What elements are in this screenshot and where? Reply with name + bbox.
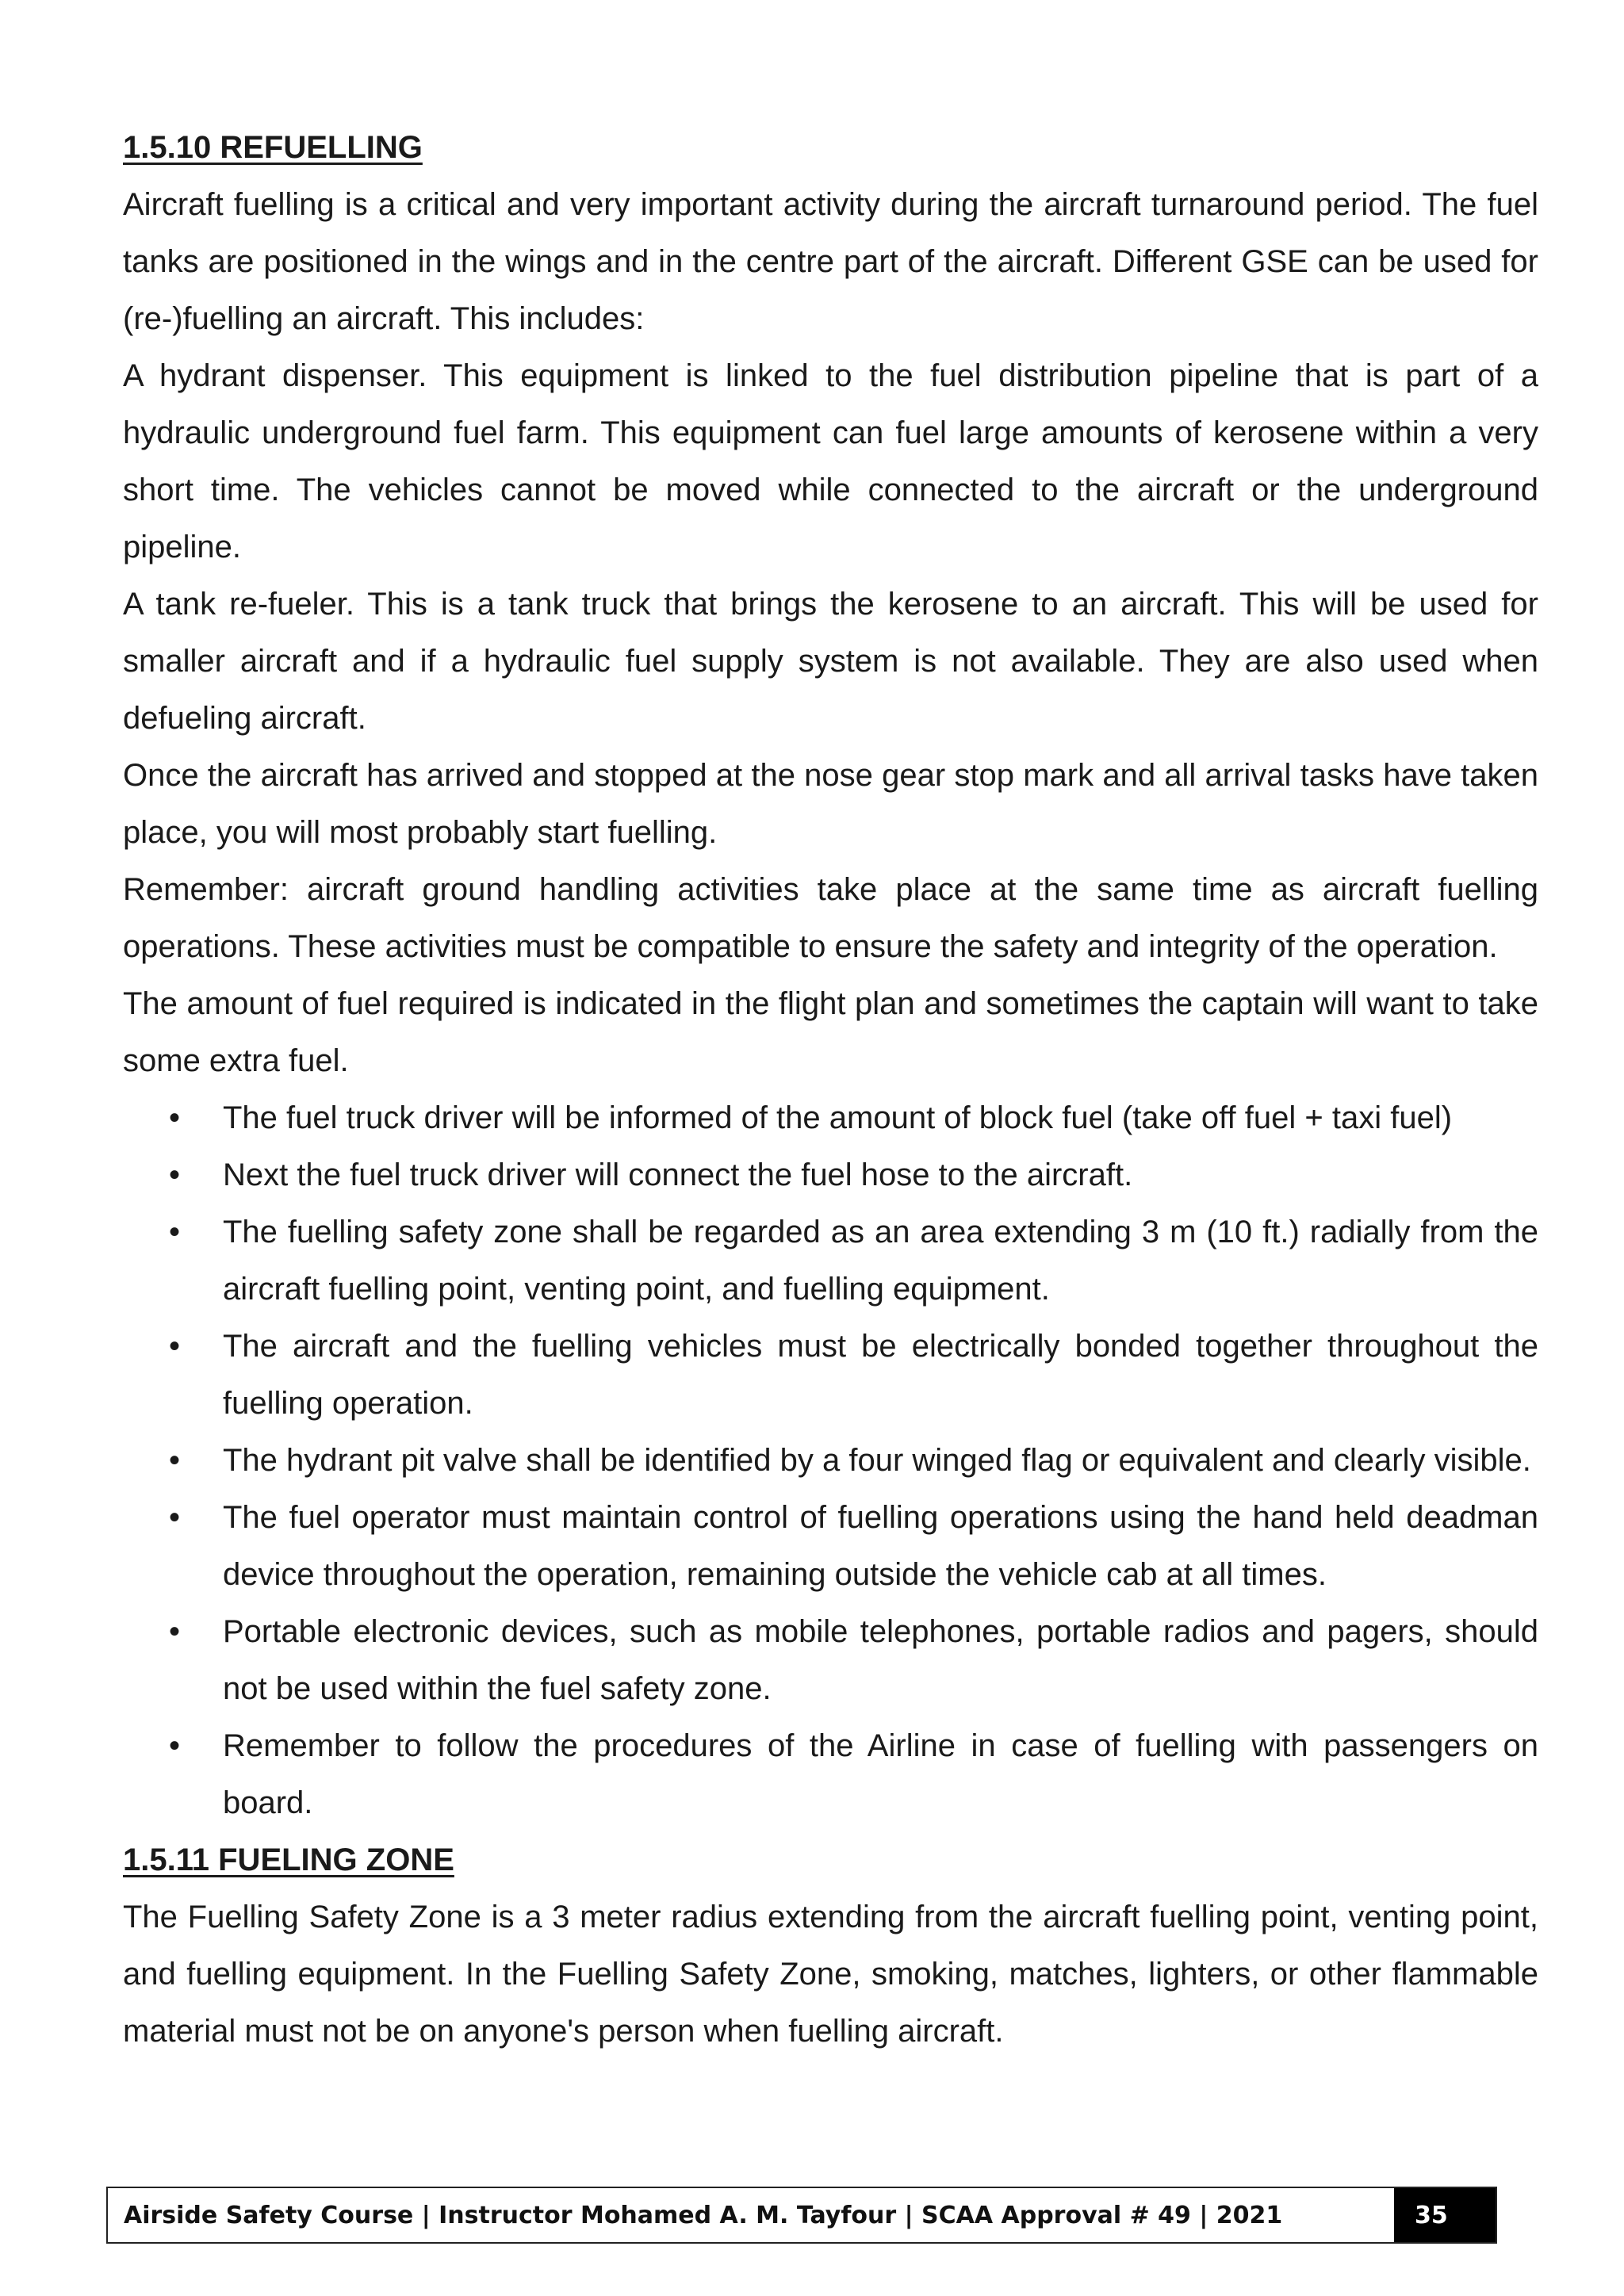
bullet-icon: • [169, 1158, 181, 1192]
paragraph: The amount of fuel required is indicated in the flight plan and sometimes the captain will want to take some extra fuel. [123, 986, 1538, 1078]
paragraph: Aircraft fuelling is a critical and very important activity during the aircraft turnaround period. The fuel tanks are positioned in the wings and in the centre part of the aircraft. Different GSE can be used for (re-)fuelling an aircraft. This includes: [123, 187, 1538, 336]
list-item-text: The fuelling safety zone shall be regarded as an area extending 3 m (10 ft.) radially from the aircraft fuelling point, venting point, and fuelling equipment. [223, 1215, 1538, 1307]
bullet-icon: • [169, 1500, 181, 1535]
document-page [123, 119, 1538, 2060]
list-item [123, 1432, 1538, 1489]
list-item-text: Portable electronic devices, such as mobile telephones, portable radios and pagers, should not be used within the fuel safety zone. [223, 1614, 1538, 1706]
list-item [123, 1146, 1538, 1203]
paragraph: Remember: aircraft ground handling activities take place at the same time as aircraft fuelling operations. These activities must be compatible to ensure the safety and integrity of the operation. [123, 872, 1538, 964]
paragraph: A hydrant dispenser. This equipment is linked to the fuel distribution pipeline that is part of a hydraulic underground fuel farm. This equipment can fuel large amounts of kerosene within a very short time. The vehicles cannot be moved while connected to the aircraft or the underground pipeline. [123, 358, 1538, 564]
list-item-text: Remember to follow the procedures of the Airline in case of fuelling with passengers on board. [223, 1728, 1538, 1820]
list-item [123, 1489, 1538, 1603]
list-item-text: The fuel truck driver will be informed of the amount of block fuel (take off fuel + taxi fuel) [223, 1100, 1453, 1135]
page-footer [106, 2187, 1497, 2244]
bullet-icon: • [169, 1614, 181, 1649]
footer-course-info: Airside Safety Course | Instructor Mohamed A. M. Tayfour | SCAA Approval # 49 | 2021 [124, 2201, 1283, 2229]
list-item [123, 1089, 1538, 1146]
list-item [123, 1318, 1538, 1432]
bullet-icon: • [169, 1443, 181, 1478]
list-item-text: The aircraft and the fuelling vehicles must be electrically bonded together throughout the fuelling operation. [223, 1329, 1538, 1421]
list-item [123, 1603, 1538, 1717]
list-item-text: Next the fuel truck driver will connect the fuel hose to the aircraft. [223, 1158, 1133, 1192]
list-item-text: The fuel operator must maintain control of fuelling operations using the hand held deadman device throughout the operation, remaining outside the vehicle cab at all times. [223, 1500, 1538, 1592]
paragraph: A tank re-fueler. This is a tank truck that brings the kerosene to an aircraft. This will be used for smaller aircraft and if a hydraulic fuel supply system is not available. They are also used when defueling aircraft. [123, 587, 1538, 736]
bullet-icon: • [169, 1728, 181, 1763]
paragraph: Once the aircraft has arrived and stopped at the nose gear stop mark and all arrival tasks have taken place, you will most probably start fuelling. [123, 758, 1538, 850]
list-item [123, 1717, 1538, 1831]
list-item [123, 1203, 1538, 1318]
bullet-list [123, 1089, 1538, 1831]
section-heading-fueling-zone: 1.5.11 FUELING ZONE [123, 1843, 454, 1877]
section-heading-refuelling: 1.5.10 REFUELLING [123, 130, 423, 165]
bullet-icon: • [169, 1329, 181, 1364]
bullet-icon: • [169, 1100, 181, 1135]
bullet-icon: • [169, 1215, 181, 1249]
page-number: 35 [1394, 2188, 1496, 2242]
paragraph: The Fuelling Safety Zone is a 3 meter radius extending from the aircraft fuelling point, venting point, and fuelling equipment. In the Fuelling Safety Zone, smoking, matches, lighters, or other flammable material must not be on anyone's person when fuelling aircraft. [123, 1900, 1538, 2049]
list-item-text: The hydrant pit valve shall be identified by a four winged flag or equivalent and clearly visible. [223, 1443, 1531, 1478]
